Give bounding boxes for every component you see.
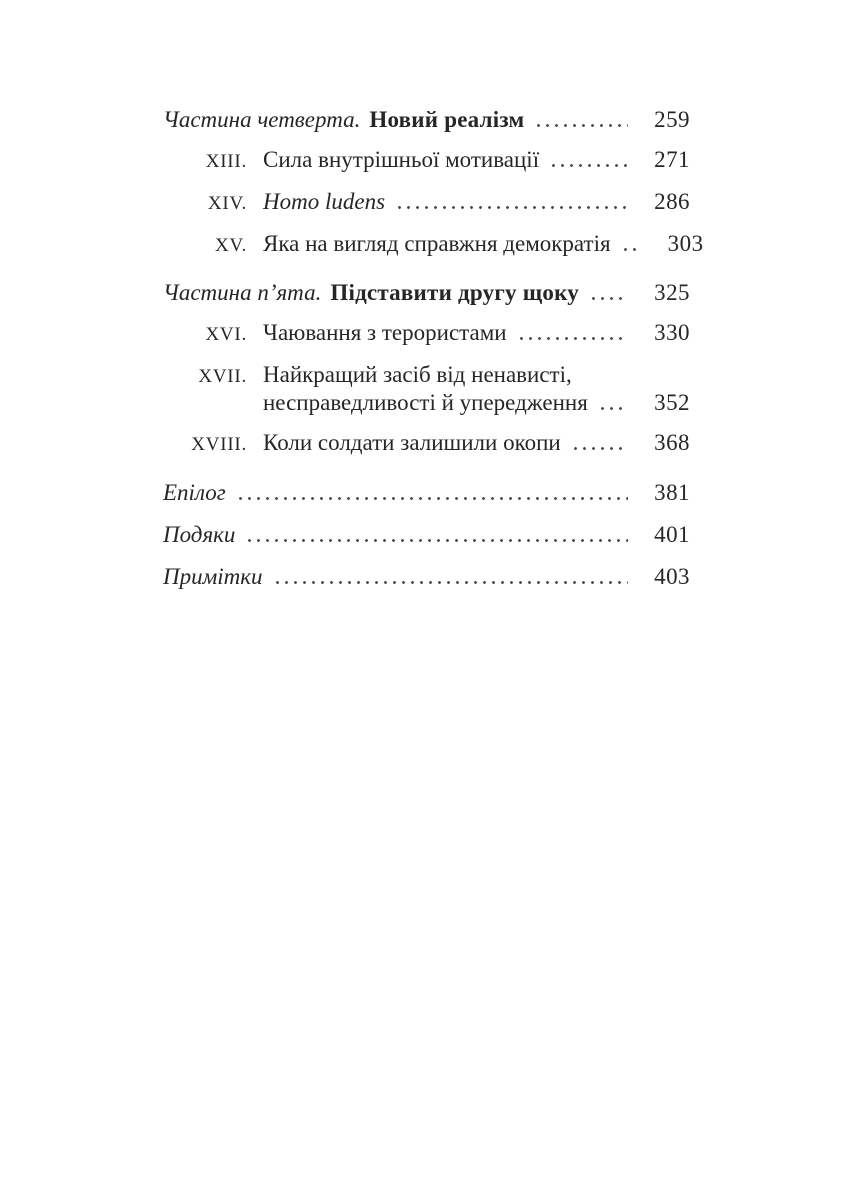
leader-dots	[398, 206, 628, 209]
page-number: 271	[654, 147, 690, 172]
chapter-row	[163, 319, 690, 349]
part-label: Частина четверта.	[163, 107, 361, 132]
chapter-title: Чаювання з терористами	[263, 320, 507, 345]
table-of-contents	[163, 106, 704, 605]
back-matter-row	[163, 521, 690, 549]
chapter-title-line2: несправедливості й упередження	[263, 390, 588, 415]
back-matter-row	[163, 479, 690, 507]
back-matter-title: Подяки	[163, 522, 236, 547]
chapter-row	[163, 146, 690, 176]
page-number: 381	[654, 480, 690, 505]
chapter-title: Homo ludens	[263, 189, 386, 214]
page-number: 330	[654, 320, 690, 345]
part-title: Новий реалізм	[369, 107, 525, 132]
chapter-row	[163, 361, 690, 417]
part-heading-row	[163, 106, 690, 134]
chapter-numeral: XVII.	[198, 366, 247, 387]
part-label: Частина п’ята.	[163, 280, 322, 305]
part-heading-row	[163, 279, 690, 307]
chapter-title: Коли солдати залишили окопи	[263, 430, 561, 455]
back-matter-title: Епілог	[163, 480, 226, 505]
leader-dots	[248, 539, 628, 542]
page-number: 368	[654, 430, 690, 455]
leader-dots	[624, 248, 642, 251]
leader-dots	[574, 447, 628, 450]
chapter-title-wrap	[263, 361, 690, 417]
page-number: 352	[654, 390, 690, 415]
part-title: Підставити другу щоку	[330, 280, 579, 305]
chapter-row	[163, 429, 690, 459]
chapter-numeral: XVI.	[205, 324, 247, 345]
chapter-title-line1: Найкращий засіб від ненависті,	[263, 362, 572, 387]
leader-dots	[537, 124, 628, 127]
back-matter-row	[163, 563, 690, 591]
chapter-numeral: XV.	[214, 235, 247, 256]
chapter-title-line2-row	[263, 389, 690, 417]
leader-dots	[601, 407, 628, 410]
leader-dots	[552, 164, 628, 167]
page-number: 401	[654, 522, 690, 547]
page-number: 303	[667, 231, 704, 256]
page-number: 325	[654, 280, 690, 305]
leader-dots	[239, 497, 628, 500]
chapter-numeral: XIII.	[205, 151, 247, 172]
leader-dots	[520, 337, 628, 340]
chapter-numeral: XIV.	[207, 193, 247, 214]
leader-dots	[276, 581, 628, 584]
chapter-row	[163, 188, 690, 218]
page-number: 403	[654, 564, 690, 589]
chapter-numeral: XVIII.	[191, 434, 247, 455]
chapter-title: Сила внутрішньої мотивації	[263, 147, 540, 172]
leader-dots	[592, 297, 628, 300]
page-number: 259	[654, 107, 690, 132]
back-matter-title: Примітки	[163, 564, 263, 589]
chapter-row	[163, 230, 704, 260]
page-number: 286	[654, 189, 690, 214]
chapter-title: Яка на вигляд справжня демократія	[263, 231, 611, 256]
